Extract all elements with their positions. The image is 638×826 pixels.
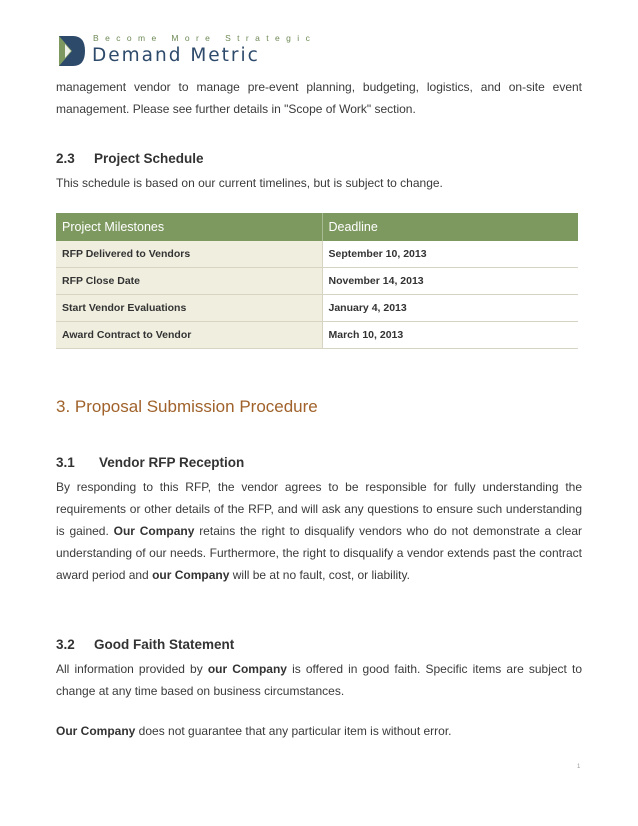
demand-metric-logo-icon (57, 34, 87, 68)
milestones-table (56, 213, 578, 349)
section-number: 3.1 (56, 455, 75, 470)
section-heading-good-faith-statement (56, 637, 234, 652)
section-heading-project-schedule (56, 151, 204, 166)
company-logo (57, 30, 317, 72)
section-heading-vendor-rfp-reception (56, 455, 244, 470)
company-name: Our Company (56, 724, 136, 738)
reception-text-part: retains the right to disqualify vendors who do not demonstrate a clear understanding of our needs. Furthermore, the right to disqualify a vendor extends past the contract award period and (56, 524, 583, 582)
good-faith-guarantee (56, 720, 582, 742)
section-heading-proposal-submission: 3. Proposal Submission Procedure (56, 397, 318, 416)
section-title: Good Faith Statement (94, 637, 235, 652)
logo-tagline: Become More Strategic (93, 33, 317, 43)
logo-brand-name: Demand Metric (92, 45, 260, 66)
header-deadline: Deadline (322, 213, 578, 241)
milestone-cell: Start Vendor Evaluations (56, 295, 322, 322)
good-faith-text-part: All information provided by (56, 662, 208, 676)
company-name: our Company (207, 662, 287, 676)
company-name: our Company (152, 568, 230, 582)
table-header-row (56, 213, 578, 241)
section-number: 2.3 (56, 151, 75, 166)
section-title: Vendor RFP Reception (99, 455, 245, 470)
good-faith-paragraph (56, 658, 582, 702)
deadline-cell: September 10, 2013 (322, 241, 578, 268)
table-row (56, 295, 578, 322)
page-number: 1 (577, 764, 581, 770)
schedule-description: This schedule is based on our current timelines, but is subject to change. (56, 176, 443, 190)
milestone-cell: RFP Close Date (56, 268, 322, 295)
table-row (56, 241, 578, 268)
reception-paragraph (56, 476, 582, 586)
good-faith-text-part: does not guarantee that any particular item is without error. (135, 724, 452, 738)
header-project-milestones: Project Milestones (56, 213, 322, 241)
table-row (56, 268, 578, 295)
good-faith-text-part: is offered in good faith. Specific items are subject to change at any time based on business circumstances. (56, 662, 582, 698)
deadline-cell: November 14, 2013 (322, 268, 578, 295)
company-name: Our Company (113, 524, 195, 538)
section-number: 3.2 (56, 637, 75, 652)
reception-text-part: will be at no fault, cost, or liability. (229, 568, 410, 582)
reception-text-part: By responding to this RFP, the vendor agrees to be responsible for fully understanding the requirements or other details of the RFP, and will ask any questions to ensure such understanding is gained. (56, 480, 582, 538)
intro-line-1: management vendor to manage pre-event planning, budgeting, logistics, and on-site event (56, 80, 582, 94)
deadline-cell: March 10, 2013 (322, 322, 578, 349)
section-title: Project Schedule (94, 151, 204, 166)
table-row (56, 322, 578, 349)
milestone-cell: RFP Delivered to Vendors (56, 241, 322, 268)
intro-line-2: management. Please see further details in "Scope of Work" section. (56, 102, 416, 116)
milestone-cell: Award Contract to Vendor (56, 322, 322, 349)
deadline-cell: January 4, 2013 (322, 295, 578, 322)
